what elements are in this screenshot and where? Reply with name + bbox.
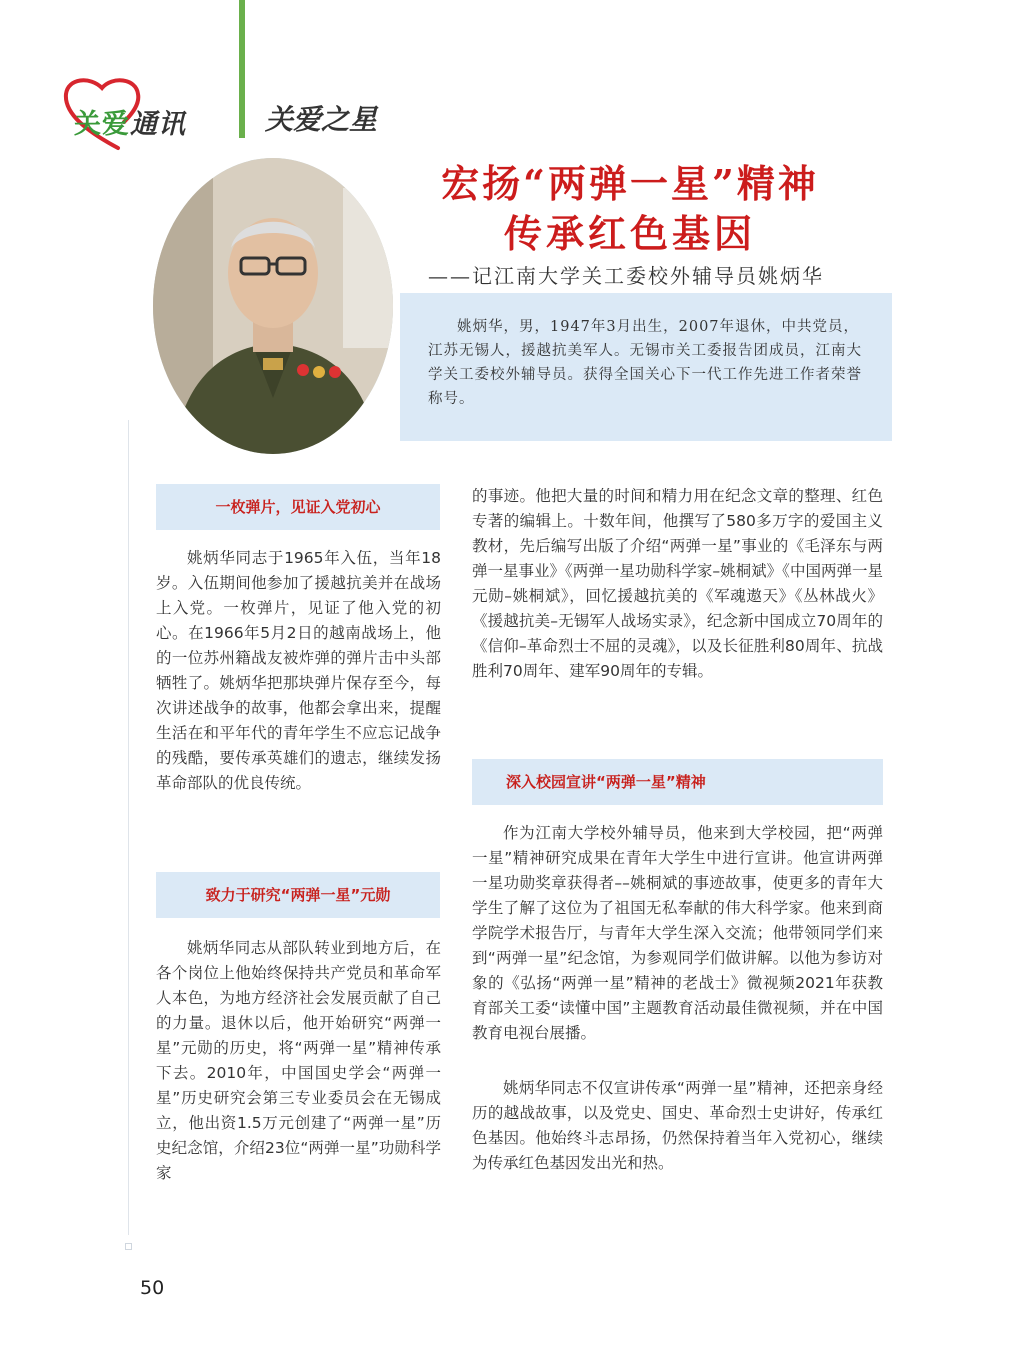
section-heading-1 xyxy=(156,484,440,530)
portrait-photo xyxy=(153,158,393,454)
margin-rule xyxy=(128,420,129,1235)
author-intro-box xyxy=(400,293,892,441)
article-title-line1: 宏扬“两弹一星”精神 xyxy=(441,161,819,206)
paragraph-1: 姚炳华同志于1965年入伍，当年18岁。入伍期间他参加了援越抗美并在战场上入党。一枚弹片，见证了他入党的初心。在1966年5月2日的越南战场上，他的一位苏州籍战友被炸弹的弹片击中头部牺牲了。姚炳华把那块弹片保存至今，每次讲述战争的故事，他都会拿出来，提醒生活在和平年代的青年学生不应忘记战争的残酷，要传承英雄们的遗志，继续发扬革命部队的优良传统。 xyxy=(156,549,441,792)
logo-text xyxy=(74,102,186,141)
logo-text-dark: 通讯 xyxy=(130,109,186,140)
article-title-line2: 传承红色基因 xyxy=(503,211,756,256)
section-heading-2-text: 致力于研究“两弹一星”元勋 xyxy=(205,886,391,904)
author-intro-text: 姚炳华，男，1947年3月出生，2007年退休，中共党员，江苏无锡人，援越抗美军人。无锡市关工委报告团成员，江南大学关工委校外辅导员。获得全国关心下一代工作先进工作者荣誉称号。 xyxy=(428,319,862,407)
logo-text-green: 关爱 xyxy=(74,109,130,140)
article-subtitle: ——记江南大学关工委校外辅导员姚炳华 xyxy=(428,264,824,288)
section-heading-3-text: 深入校园宣讲“两弹一星”精神 xyxy=(506,773,706,791)
section-heading-1-text: 一枚弹片，见证入党初心 xyxy=(215,498,381,516)
header-divider xyxy=(239,0,245,138)
paragraph-4: 作为江南大学校外辅导员，他来到大学校园，把“两弹一星”精神研究成果在青年大学生中进行宣讲。他宣讲两弹一星功勋奖章获得者––姚桐斌的事迹故事，使更多的青年大学生了解了这位为了祖国无私奉献的伟大科学家。他来到商学院学术报告厅，与青年大学生深入交流；他带领同学们来到“两弹一星”纪念馆，为参观同学们做讲解。以他为参访对象的《弘扬“两弹一星”精神的老战士》微视频2021年获教育部关工委“读懂中国”主题教育活动最佳微视频，并在中国教育电视台展播。 xyxy=(472,824,883,1042)
section-heading-2 xyxy=(156,872,440,918)
section-label: 关爱之星 xyxy=(265,103,378,136)
page-number: 50 xyxy=(140,1277,165,1299)
margin-marker xyxy=(125,1243,132,1250)
paragraph-5: 姚炳华同志不仅宣讲传承“两弹一星”精神，还把亲身经历的越战故事，以及党史、国史、革命烈士史讲好，传承红色基因。他始终斗志昂扬，仍然保持着当年入党初心，继续为传承红色基因发出光和热。 xyxy=(472,1079,883,1172)
section-heading-3 xyxy=(472,759,883,805)
paragraph-3: 的事迹。他把大量的时间和精力用在纪念文章的整理、红色专著的编辑上。十数年间，他撰写了580多万字的爱国主义教材，先后编写出版了介绍“两弹一星”事业的《毛泽东与两弹一星事业》《两弹一星功勋科学家–姚桐斌》《中国两弹一星元勋–姚桐斌》，回忆援越抗美的《军魂遨天》《丛林战火》《援越抗美–无锡军人战场实录》，纪念新中国成立70周年的《信仰–革命烈士不屈的灵魂》，以及长征胜利80周年、抗战胜利70周年、建军90周年的专辑。 xyxy=(472,487,883,680)
magazine-logo xyxy=(58,74,228,154)
paragraph-2: 姚炳华同志从部队转业到地方后，在各个岗位上他始终保持共产党员和革命军人本色，为地方经济社会发展贡献了自己的力量。退休以后，他开始研究“两弹一星”元勋的历史，将“两弹一星”精神传承下去。2010年，中国国史学会“两弹一星”历史研究会第三专业委员会在无锡成立，他出资1.5万元创建了“两弹一星”历史纪念馆，介绍23位“两弹一星”功勋科学家 xyxy=(156,939,441,1182)
